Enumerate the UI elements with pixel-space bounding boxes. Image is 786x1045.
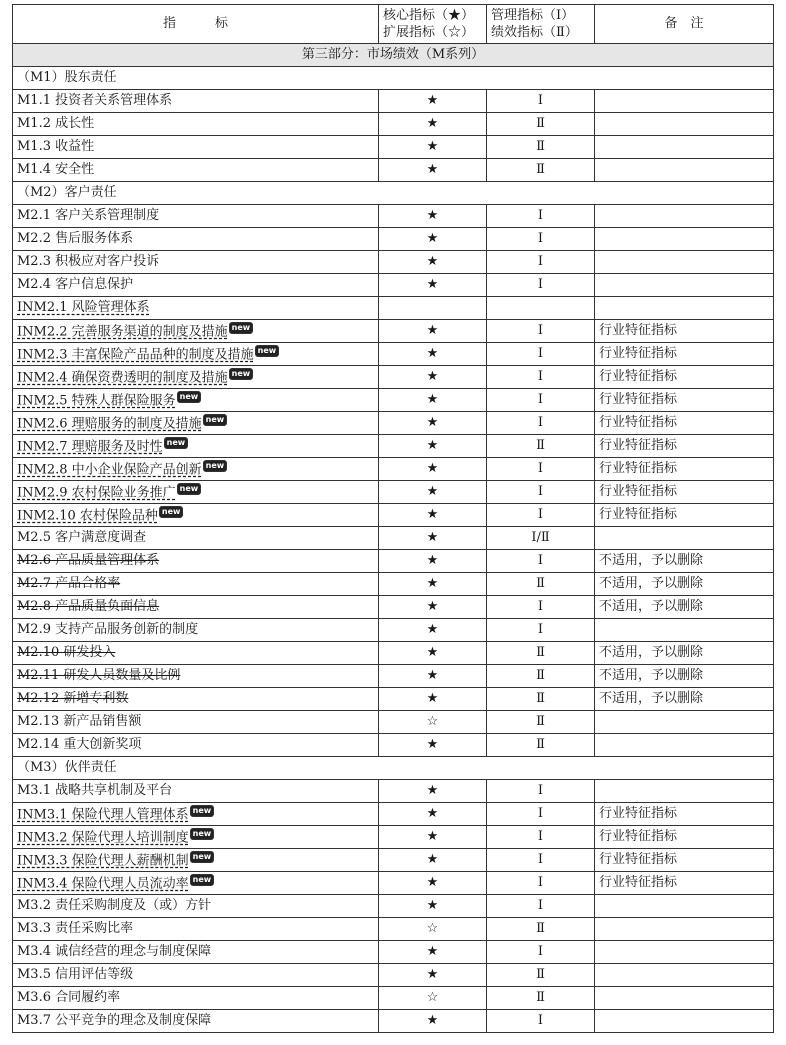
table-row	[13, 297, 774, 320]
core-marker: ☆	[379, 918, 487, 941]
indicator-type: Ⅰ	[487, 90, 595, 113]
core-marker: ★	[379, 619, 487, 642]
group-title: （M3）伙伴责任	[13, 757, 774, 780]
indicator-cell	[13, 711, 379, 734]
indicator-cell	[13, 389, 379, 412]
table-row	[13, 642, 774, 665]
remark: 行业特征指标	[595, 504, 774, 527]
indicator-cell	[13, 849, 379, 872]
remark: 行业特征指标	[595, 481, 774, 504]
table-row	[13, 895, 774, 918]
table-row	[13, 458, 774, 481]
header-indicator: 指 标	[13, 5, 379, 44]
core-marker: ★	[379, 573, 487, 596]
indicator-cell	[13, 941, 379, 964]
core-marker	[379, 297, 487, 320]
remark: 行业特征指标	[595, 872, 774, 895]
indicator-type: Ⅱ	[487, 711, 595, 734]
remark: 不适用，予以删除	[595, 642, 774, 665]
remark	[595, 941, 774, 964]
new-badge-icon: new	[190, 851, 215, 863]
table-row	[13, 964, 774, 987]
indicator-name: M1.1 投资者关系管理体系	[17, 93, 173, 108]
remark: 行业特征指标	[595, 389, 774, 412]
table-row	[13, 159, 774, 182]
indicator-type: Ⅰ	[487, 596, 595, 619]
indicator-cell	[13, 481, 379, 504]
indicator-type: Ⅱ	[487, 964, 595, 987]
table-row	[13, 849, 774, 872]
indicator-name: INM2.8 中小企业保险产品创新	[17, 462, 202, 478]
table-row	[13, 343, 774, 366]
core-marker: ☆	[379, 987, 487, 1010]
indicator-name: M2.5 客户满意度调查	[17, 530, 147, 545]
indicator-name: M2.3 积极应对客户投诉	[17, 254, 160, 269]
core-marker: ★	[379, 366, 487, 389]
core-marker: ★	[379, 780, 487, 803]
table-row	[13, 596, 774, 619]
table-row	[13, 527, 774, 550]
table-row	[13, 780, 774, 803]
indicator-cell	[13, 297, 379, 320]
indicator-name: M2.2 售后服务体系	[17, 231, 134, 246]
table-row	[13, 274, 774, 297]
table-header-row	[13, 5, 774, 44]
remark: 行业特征指标	[595, 320, 774, 343]
table-row	[13, 1010, 774, 1033]
indicator-cell	[13, 803, 379, 826]
table-row	[13, 228, 774, 251]
indicator-name: M2.11 研发人员数量及比例	[17, 668, 181, 683]
indicator-cell	[13, 734, 379, 757]
remark: 行业特征指标	[595, 458, 774, 481]
core-marker: ★	[379, 274, 487, 297]
indicator-type: Ⅰ	[487, 803, 595, 826]
remark: 不适用，予以删除	[595, 573, 774, 596]
core-marker: ★	[379, 849, 487, 872]
indicator-cell	[13, 527, 379, 550]
indicator-name: INM2.7 理赔服务及时性	[17, 439, 163, 455]
indicator-name: INM2.2 完善服务渠道的制度及措施	[17, 324, 228, 340]
core-marker: ★	[379, 734, 487, 757]
indicator-cell	[13, 619, 379, 642]
indicator-name: M1.2 成长性	[17, 116, 95, 131]
remark: 行业特征指标	[595, 826, 774, 849]
table-row	[13, 826, 774, 849]
core-marker: ★	[379, 228, 487, 251]
core-marker: ★	[379, 458, 487, 481]
core-marker: ★	[379, 872, 487, 895]
indicator-type: Ⅰ	[487, 481, 595, 504]
table-row	[13, 481, 774, 504]
indicator-cell	[13, 665, 379, 688]
indicator-name: INM2.9 农村保险业务推广	[17, 485, 176, 501]
indicator-cell	[13, 826, 379, 849]
new-badge-icon: new	[229, 322, 254, 334]
remark: 行业特征指标	[595, 366, 774, 389]
core-marker: ★	[379, 90, 487, 113]
indicator-type: Ⅱ	[487, 573, 595, 596]
indicator-cell	[13, 964, 379, 987]
header-management-label: 管理指标（Ⅰ）	[491, 8, 575, 23]
indicator-name: M3.7 公平竞争的理念及制度保障	[17, 1013, 212, 1028]
table-row	[13, 872, 774, 895]
remark: 不适用，予以删除	[595, 665, 774, 688]
new-badge-icon: new	[203, 460, 228, 472]
core-marker: ★	[379, 596, 487, 619]
indicator-cell	[13, 642, 379, 665]
indicator-type: Ⅰ	[487, 366, 595, 389]
indicator-cell	[13, 596, 379, 619]
remark	[595, 964, 774, 987]
remark	[595, 159, 774, 182]
indicator-name: INM2.4 确保资费透明的制度及措施	[17, 370, 228, 386]
core-marker: ★	[379, 642, 487, 665]
group-title: （M2）客户责任	[13, 182, 774, 205]
core-marker: ★	[379, 435, 487, 458]
table-row	[13, 136, 774, 159]
table-row	[13, 320, 774, 343]
indicator-cell	[13, 251, 379, 274]
indicator-name: INM2.1 风险管理体系	[17, 300, 150, 315]
indicator-name: M2.10 研发投入	[17, 645, 116, 660]
new-badge-icon: new	[229, 368, 254, 380]
core-marker: ★	[379, 159, 487, 182]
remark	[595, 711, 774, 734]
remark	[595, 619, 774, 642]
table-row	[13, 435, 774, 458]
indicator-cell	[13, 573, 379, 596]
indicator-type: Ⅰ	[487, 895, 595, 918]
core-marker: ★	[379, 412, 487, 435]
remark	[595, 734, 774, 757]
remark	[595, 918, 774, 941]
indicator-cell	[13, 550, 379, 573]
indicator-name: M3.1 战略共享机制及平台	[17, 783, 173, 798]
indicator-cell	[13, 780, 379, 803]
table-row	[13, 205, 774, 228]
indicator-type: Ⅰ	[487, 205, 595, 228]
indicator-type: Ⅰ	[487, 458, 595, 481]
indicator-type: Ⅰ	[487, 849, 595, 872]
table-row	[13, 412, 774, 435]
remark: 不适用，予以删除	[595, 688, 774, 711]
indicator-cell	[13, 90, 379, 113]
header-core-extended	[379, 5, 487, 44]
indicator-name: INM3.1 保险代理人管理体系	[17, 807, 189, 823]
indicator-cell	[13, 274, 379, 297]
remark: 行业特征指标	[595, 435, 774, 458]
indicator-name: INM2.5 特殊人群保险服务	[17, 393, 176, 409]
core-marker: ★	[379, 251, 487, 274]
remark: 不适用，予以删除	[595, 550, 774, 573]
table-row	[13, 573, 774, 596]
header-performance-label: 绩效指标（Ⅱ）	[491, 25, 578, 40]
remark	[595, 987, 774, 1010]
core-marker: ★	[379, 803, 487, 826]
indicator-type: Ⅱ	[487, 136, 595, 159]
indicator-type: Ⅱ	[487, 159, 595, 182]
remark	[595, 113, 774, 136]
table-row	[13, 803, 774, 826]
group-title: （M1）股东责任	[13, 67, 774, 90]
indicator-name: M2.13 新产品销售额	[17, 714, 142, 729]
table-row	[13, 504, 774, 527]
core-marker: ★	[379, 504, 487, 527]
indicator-table	[12, 4, 774, 1033]
indicator-cell	[13, 412, 379, 435]
remark	[595, 90, 774, 113]
indicator-type	[487, 297, 595, 320]
core-marker: ★	[379, 205, 487, 228]
indicator-type: Ⅰ	[487, 619, 595, 642]
indicator-cell	[13, 366, 379, 389]
core-marker: ★	[379, 665, 487, 688]
table-row	[13, 688, 774, 711]
indicator-name: M1.3 收益性	[17, 139, 95, 154]
new-badge-icon: new	[190, 828, 215, 840]
remark	[595, 251, 774, 274]
table-row	[13, 918, 774, 941]
indicator-name: M2.8 产品质量负面信息	[17, 599, 160, 614]
new-badge-icon: new	[190, 874, 215, 886]
indicator-name: M3.5 信用评估等级	[17, 967, 134, 982]
table-row	[13, 251, 774, 274]
indicator-name: M3.6 合同履约率	[17, 990, 121, 1005]
indicator-name: INM2.6 理赔服务的制度及措施	[17, 416, 202, 432]
remark	[595, 780, 774, 803]
header-remarks: 备 注	[595, 5, 774, 44]
core-marker: ★	[379, 550, 487, 573]
core-marker: ★	[379, 826, 487, 849]
remark: 行业特征指标	[595, 343, 774, 366]
indicator-cell	[13, 895, 379, 918]
indicator-name: M2.12 新增专利数	[17, 691, 129, 706]
core-marker: ★	[379, 343, 487, 366]
indicator-cell	[13, 458, 379, 481]
table-row	[13, 711, 774, 734]
indicator-cell	[13, 113, 379, 136]
indicator-type: Ⅱ	[487, 734, 595, 757]
indicator-type: Ⅰ	[487, 872, 595, 895]
new-badge-icon: new	[203, 414, 228, 426]
core-marker: ★	[379, 389, 487, 412]
indicator-cell	[13, 435, 379, 458]
indicator-type: Ⅰ	[487, 550, 595, 573]
remark: 行业特征指标	[595, 803, 774, 826]
indicator-cell	[13, 205, 379, 228]
indicator-name: M3.4 诚信经营的理念与制度保障	[17, 944, 212, 959]
group-row	[13, 67, 774, 90]
remark: 行业特征指标	[595, 412, 774, 435]
indicator-type: Ⅱ	[487, 665, 595, 688]
new-badge-icon: new	[255, 345, 280, 357]
indicator-type: Ⅰ	[487, 826, 595, 849]
table-row	[13, 366, 774, 389]
core-marker: ★	[379, 320, 487, 343]
indicator-cell	[13, 343, 379, 366]
indicator-name: M2.14 重大创新奖项	[17, 737, 142, 752]
remark: 行业特征指标	[595, 849, 774, 872]
indicator-type: Ⅱ	[487, 113, 595, 136]
indicator-name: M2.4 客户信息保护	[17, 277, 134, 292]
indicator-cell	[13, 918, 379, 941]
indicator-name: INM2.10 农村保险品种	[17, 508, 158, 524]
indicator-cell	[13, 987, 379, 1010]
part-title: 第三部分：市场绩效（M系列）	[13, 44, 774, 67]
indicator-type: Ⅰ	[487, 412, 595, 435]
indicator-cell	[13, 872, 379, 895]
core-marker: ☆	[379, 711, 487, 734]
remark	[595, 1010, 774, 1033]
indicator-name: M3.3 责任采购比率	[17, 921, 134, 936]
indicator-name: INM2.3 丰富保险产品品种的制度及措施	[17, 347, 254, 363]
table-row	[13, 987, 774, 1010]
indicator-name: INM3.3 保险代理人薪酬机制	[17, 853, 189, 869]
indicator-cell	[13, 136, 379, 159]
indicator-type: Ⅱ	[487, 642, 595, 665]
core-marker: ★	[379, 1010, 487, 1033]
new-badge-icon: new	[164, 437, 189, 449]
indicator-type: Ⅰ	[487, 504, 595, 527]
indicator-name: INM3.4 保险代理人员流动率	[17, 876, 189, 892]
core-marker: ★	[379, 527, 487, 550]
indicator-type: Ⅱ	[487, 688, 595, 711]
indicator-name: M2.1 客户关系管理制度	[17, 208, 160, 223]
remark: 不适用，予以删除	[595, 596, 774, 619]
indicator-cell	[13, 504, 379, 527]
indicator-type: Ⅰ	[487, 1010, 595, 1033]
indicator-type: Ⅰ	[487, 941, 595, 964]
core-marker: ★	[379, 895, 487, 918]
core-marker: ★	[379, 113, 487, 136]
indicator-type: Ⅱ	[487, 987, 595, 1010]
table-row	[13, 550, 774, 573]
indicator-name: M1.4 安全性	[17, 162, 95, 177]
indicator-name: M3.2 责任采购制度及（或）方针	[17, 898, 212, 913]
indicator-type: Ⅰ	[487, 251, 595, 274]
core-marker: ★	[379, 136, 487, 159]
table-row	[13, 90, 774, 113]
indicator-cell	[13, 159, 379, 182]
indicator-type: Ⅰ/Ⅱ	[487, 527, 595, 550]
indicator-cell	[13, 1010, 379, 1033]
new-badge-icon: new	[177, 391, 202, 403]
core-marker: ★	[379, 941, 487, 964]
header-extended-label: 扩展指标（☆）	[383, 25, 475, 40]
new-badge-icon: new	[177, 483, 202, 495]
indicator-name: INM3.2 保险代理人培训制度	[17, 830, 189, 846]
header-core-label: 核心指标（★）	[383, 8, 475, 23]
header-management-performance	[487, 5, 595, 44]
group-row	[13, 182, 774, 205]
indicator-name: M2.6 产品质量管理体系	[17, 553, 160, 568]
indicator-type: Ⅰ	[487, 343, 595, 366]
indicator-type: Ⅱ	[487, 435, 595, 458]
new-badge-icon: new	[159, 506, 184, 518]
remark	[595, 228, 774, 251]
remark	[595, 136, 774, 159]
table-row	[13, 113, 774, 136]
table-row	[13, 941, 774, 964]
core-marker: ★	[379, 688, 487, 711]
indicator-type: Ⅱ	[487, 918, 595, 941]
remark	[595, 527, 774, 550]
indicator-cell	[13, 688, 379, 711]
indicator-name: M2.7 产品合格率	[17, 576, 121, 591]
indicator-type: Ⅰ	[487, 389, 595, 412]
indicator-type: Ⅰ	[487, 228, 595, 251]
core-marker: ★	[379, 481, 487, 504]
table-row	[13, 734, 774, 757]
indicator-name: M2.9 支持产品服务创新的制度	[17, 622, 199, 637]
table-row	[13, 619, 774, 642]
table-row	[13, 665, 774, 688]
remark	[595, 297, 774, 320]
part-title-row	[13, 44, 774, 67]
indicator-type: Ⅰ	[487, 274, 595, 297]
group-row	[13, 757, 774, 780]
indicator-cell	[13, 320, 379, 343]
table-row	[13, 389, 774, 412]
indicator-type: Ⅰ	[487, 320, 595, 343]
remark	[595, 895, 774, 918]
indicator-type: Ⅰ	[487, 780, 595, 803]
remark	[595, 205, 774, 228]
indicator-cell	[13, 228, 379, 251]
core-marker: ★	[379, 964, 487, 987]
new-badge-icon: new	[190, 805, 215, 817]
remark	[595, 274, 774, 297]
